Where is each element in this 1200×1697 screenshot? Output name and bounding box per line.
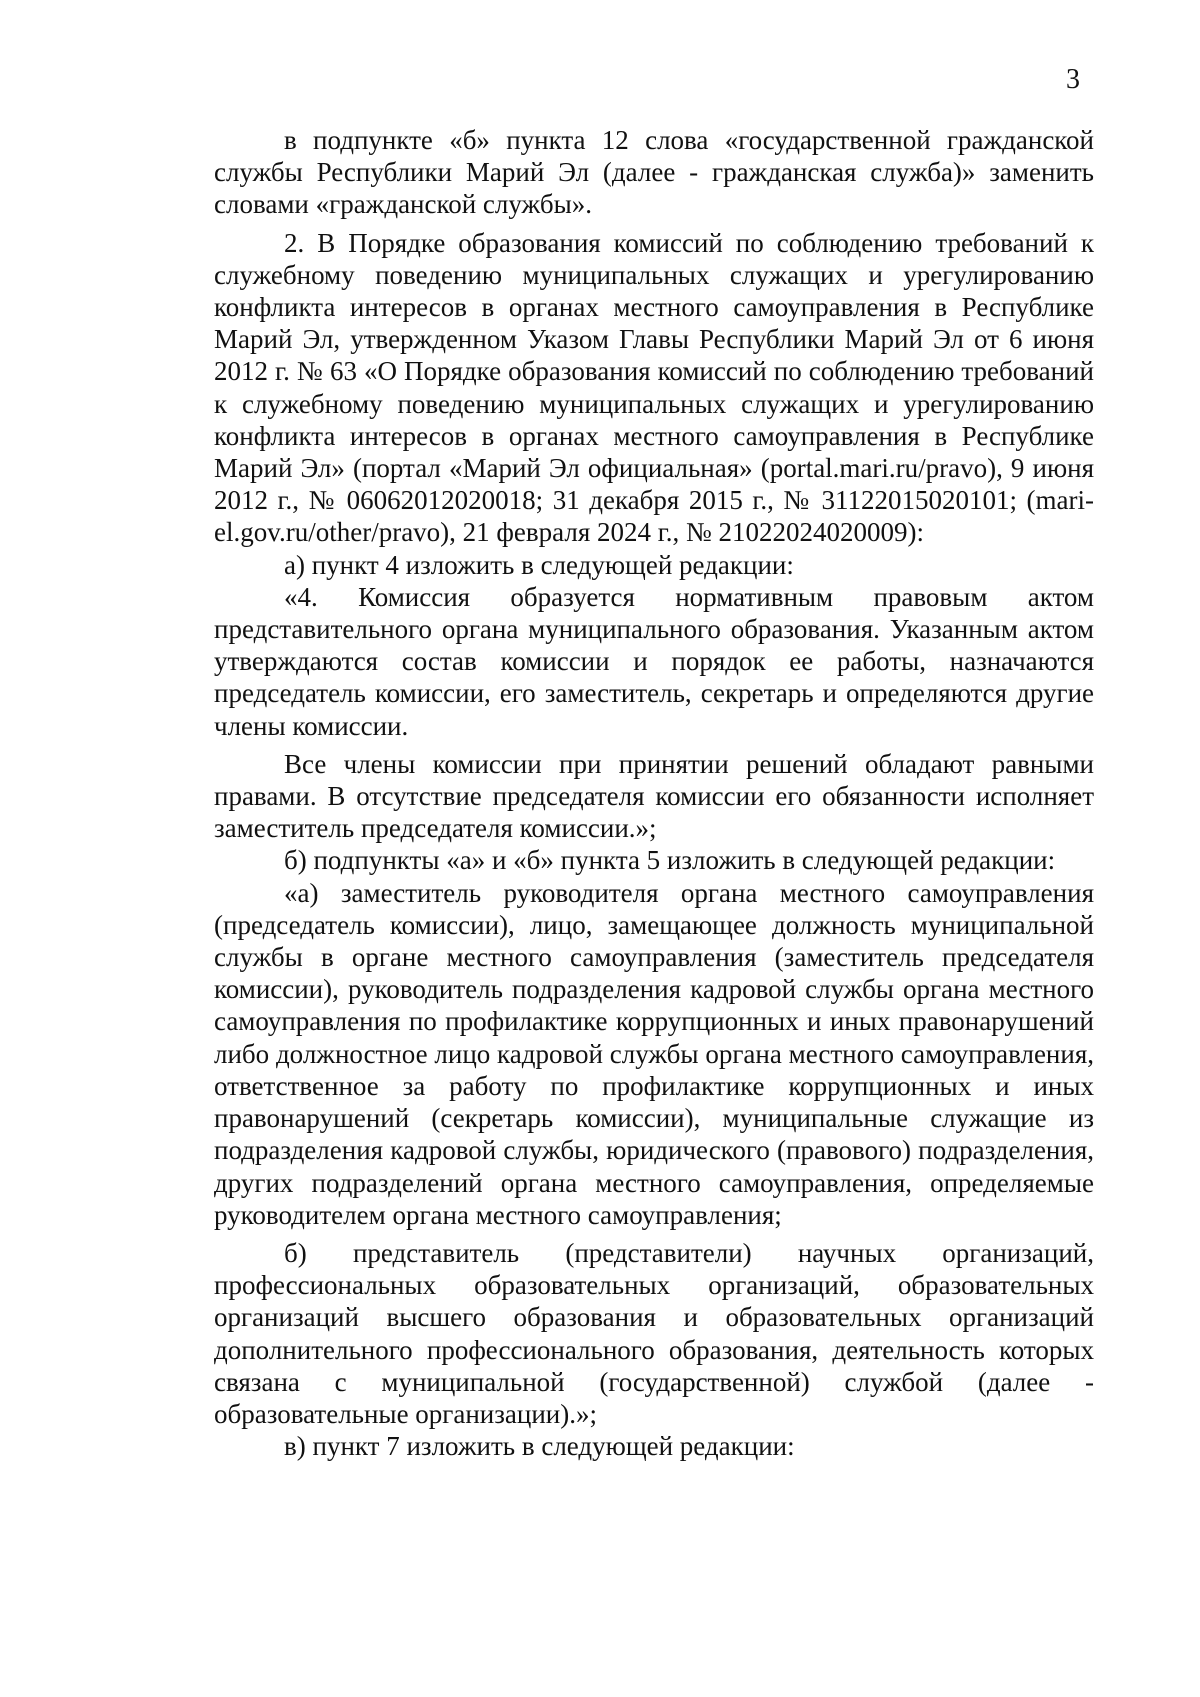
paragraph-subitem-b-heading: б) подпункты «а» и «б» пункта 5 изложить в следующей редакции: <box>284 845 1056 876</box>
page-number: 3 <box>1066 64 1080 95</box>
paragraph-amendment-12b: в подпункте «б» пункта 12 слова «государственной гражданской службы Республики Марий Эл (далее - гражданская служба)» заменить словами «гражданской службы». <box>214 125 1094 220</box>
paragraph-point-5a-text: «а) заместитель руководителя органа местного самоуправления (председатель комиссии), лицо, замещающее должность муниципальной службы в органе местного самоуправления (заместитель председателя комиссии), руководитель подразделения кадровой службы органа местного самоуправления по профилактике коррупционных и иных правонарушений либо должностное лицо кадровой службы органа местного самоуправления, ответственное за работу по профилактике коррупционных и иных правонарушений (секретарь комиссии), муниципальные служащие из подразделения кадровой службы, юридического (правового) подразделения, других подразделений органа местного самоуправления, определяемые руководителем органа местного самоуправления; <box>214 877 1094 1230</box>
paragraph-subitem-v-heading: в) пункт 7 изложить в следующей редакции: <box>284 1431 795 1462</box>
paragraph-subitem-a-heading: а) пункт 4 изложить в следующей редакции: <box>284 549 794 580</box>
paragraph-point-4-members: Все члены комиссии при принятии решений обладают равными правами. В отсутствие председателя комиссии его обязанности исполняет заместитель председателя комиссии.»; <box>214 748 1094 844</box>
paragraph-item-2-intro: 2. В Порядке образования комиссий по соблюдению требований к служебному поведению муниципальных служащих и урегулированию конфликта интересов в органах местного самоуправления в Республике Марий Эл, утвержденном Указом Главы Республики Марий Эл от 6 июня 2012 г. № 63 «О Порядке образования комиссий по соблюдению требований к служебному поведению муниципальных служащих и урегулированию конфликта интересов в органах местного самоуправления в Республике Марий Эл» (портал «Марий Эл официальная» (portal.mari.ru/pravo), 9 июня 2012 г., № 06062012020018; 31 декабря 2015 г., № 31122015020101; (mari-el.gov.ru/other/pravo), 21 февраля 2024 г., № 21022024020009): <box>214 227 1094 548</box>
paragraph-point-4-text: «4. Комиссия образуется нормативным правовым актом представительного органа муниципального образования. Указанным актом утверждаются состав комиссии и порядок ее работы, назначаются председатель комиссии, его заместитель, секретарь и определяются другие члены комиссии. <box>214 581 1094 741</box>
document-body <box>214 124 1094 1462</box>
paragraph-point-5b-text: б) представитель (представители) научных организаций, профессиональных образовательных организаций, образовательных организаций высшего образования и образовательных организаций дополнительного профессионального образования, деятельность которых связана с муниципальной (государственной) службой (далее - образовательные организации).»; <box>214 1237 1094 1429</box>
